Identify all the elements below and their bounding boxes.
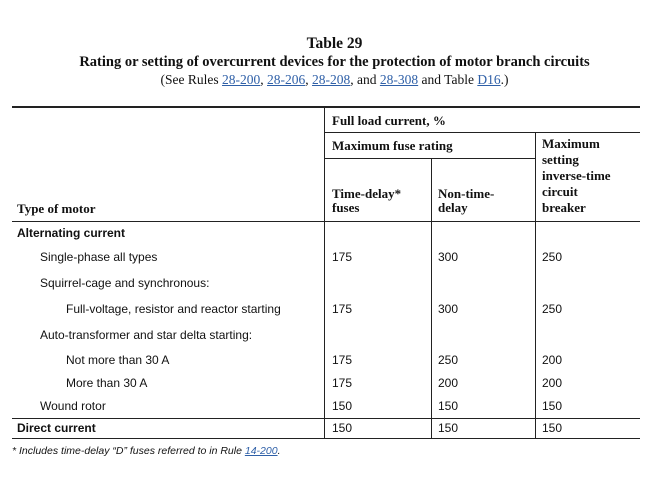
header-non-time-line1: Non-time- (438, 186, 495, 201)
cell-direct-current-time-delay: 150 (332, 421, 353, 435)
row-label-wound-rotor: Wound rotor (40, 399, 106, 413)
rule-link-28-208[interactable]: 28-208 (312, 72, 351, 87)
table-title: Table 29 (306, 35, 363, 52)
cell-wound-rotor-time-delay: 150 (332, 399, 353, 413)
cell-direct-current-breaker: 150 (542, 421, 563, 435)
cell-more-30a-breaker: 200 (542, 376, 563, 390)
cell-more-30a-non-time: 200 (438, 376, 459, 390)
table-footnote (12, 445, 280, 457)
header-time-delay-line2: fuses (332, 200, 360, 215)
row-label-single-phase: Single-phase all types (40, 250, 158, 264)
see-separator: , (305, 72, 313, 87)
see-rules-line (0, 72, 669, 88)
rule-link-28-308[interactable]: 28-308 (379, 72, 419, 87)
header-bottom-rule (12, 221, 640, 222)
row-label-alternating-current: Alternating current (17, 226, 126, 240)
table-top-rule (12, 106, 640, 108)
column-divider-1 (324, 107, 325, 438)
see-suffix: .) (500, 72, 509, 87)
row-label-direct-current: Direct current (17, 421, 96, 435)
header-non-time-line2: delay (438, 200, 468, 215)
cell-wound-rotor-non-time: 150 (438, 399, 459, 413)
column-divider-2 (431, 158, 432, 438)
row-label-not-more-than-30a: Not more than 30 A (66, 353, 170, 367)
cell-not-more-30a-non-time: 250 (438, 353, 459, 367)
cell-full-voltage-breaker: 250 (542, 302, 563, 316)
row-label-squirrel-cage: Squirrel-cage and synchronous: (40, 276, 210, 290)
see-separator: , (260, 72, 268, 87)
direct-current-rule (12, 418, 640, 419)
header-full-load: Full load current, % (332, 113, 446, 128)
footnote-text: * Includes time-delay “D” fuses referred to in Rule (12, 445, 245, 457)
header-type-of-motor: Type of motor (17, 201, 96, 216)
table-link-d16[interactable]: D16 (477, 72, 501, 87)
header-max-fuse: Maximum fuse rating (332, 138, 453, 153)
fuse-rating-rule (324, 158, 535, 159)
header-time-delay-line1: Time-delay* (332, 186, 402, 201)
see-mid: and Table (418, 72, 478, 87)
cell-full-voltage-non-time: 300 (438, 302, 459, 316)
header-breaker-line5: breaker (542, 200, 586, 215)
cell-not-more-30a-time-delay: 175 (332, 353, 353, 367)
header-breaker-line1: Maximum (542, 136, 600, 151)
row-label-full-voltage: Full-voltage, resistor and reactor starting (66, 302, 281, 316)
rule-link-28-200[interactable]: 28-200 (222, 72, 261, 87)
rule-link-28-206[interactable]: 28-206 (267, 72, 306, 87)
cell-not-more-30a-breaker: 200 (542, 353, 563, 367)
header-breaker-line3: inverse-time (542, 168, 611, 183)
table-caption: Rating or setting of overcurrent devices for the protection of motor branch circuits (79, 54, 590, 70)
cell-wound-rotor-breaker: 150 (542, 399, 563, 413)
rule-link-14-200[interactable]: 14-200 (244, 445, 278, 457)
see-separator: , and (350, 72, 380, 87)
cell-single-phase-breaker: 250 (542, 250, 563, 264)
row-label-auto-transformer: Auto-transformer and star delta starting: (40, 328, 253, 342)
cell-more-30a-time-delay: 175 (332, 376, 353, 390)
row-label-more-than-30a: More than 30 A (66, 376, 148, 390)
cell-full-voltage-time-delay: 175 (332, 302, 353, 316)
header-breaker-line2: setting (542, 152, 579, 167)
footnote-end: . (277, 445, 281, 457)
cell-direct-current-non-time: 150 (438, 421, 459, 435)
full-load-rule (324, 132, 640, 133)
table-bottom-rule (12, 438, 640, 439)
column-divider-3 (535, 132, 536, 438)
cell-single-phase-time-delay: 175 (332, 250, 353, 264)
header-breaker-line4: circuit (542, 184, 578, 199)
cell-single-phase-non-time: 300 (438, 250, 459, 264)
see-prefix: (See Rules (160, 72, 223, 87)
